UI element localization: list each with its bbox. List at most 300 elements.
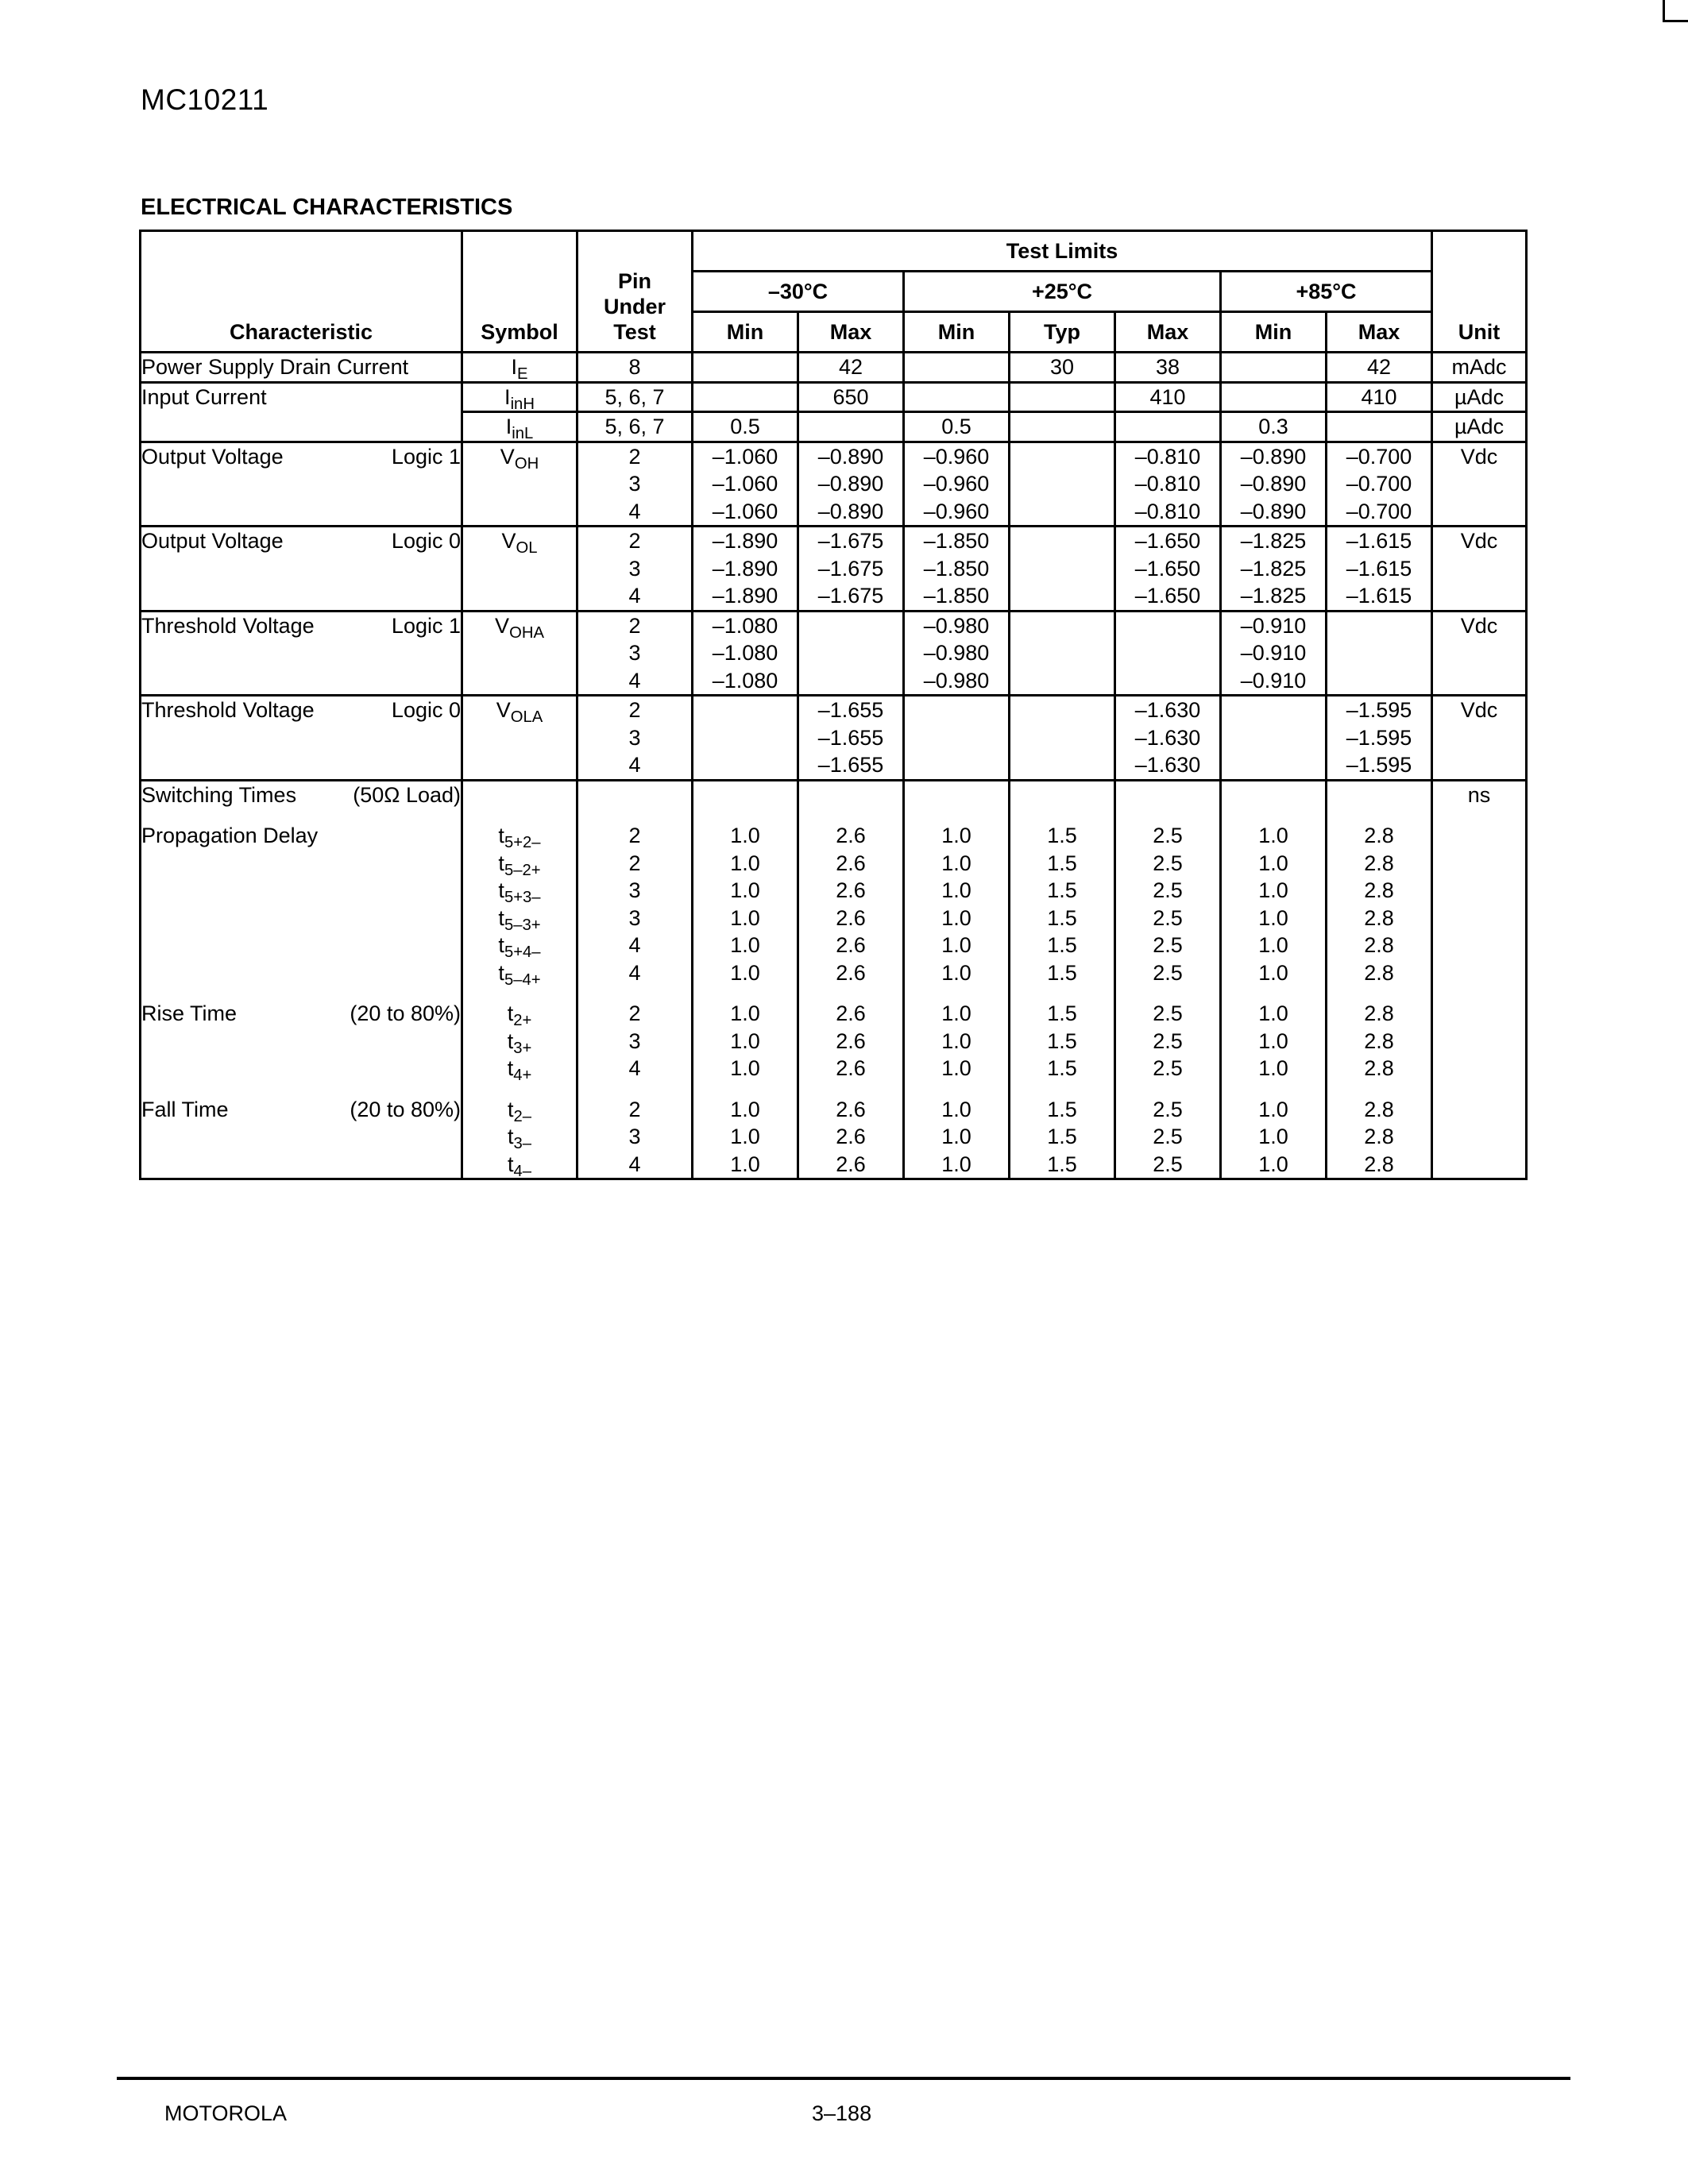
limit-value: 2.6: [836, 1152, 866, 1176]
spacer: [1327, 1082, 1431, 1096]
limit-value: –1.080: [712, 668, 778, 693]
value-cell: [1221, 382, 1327, 412]
table-row-iinh: [141, 382, 1527, 412]
symbol-subscript: 3+: [513, 1039, 532, 1057]
spacer: [799, 986, 902, 1000]
value-cell: [1327, 382, 1432, 412]
spacer: [141, 986, 461, 1000]
footer-brand: MOTOROLA: [164, 2101, 288, 2125]
characteristic-condition: Logic 1: [391, 444, 461, 469]
footer-rule: [117, 2077, 1570, 2080]
header-sub-min: Min: [904, 312, 1010, 353]
limit-value: 1.0: [730, 1028, 760, 1053]
symbol-main: t: [507, 1001, 514, 1025]
spacer: [1010, 808, 1114, 822]
limit-value: –1.595: [1346, 753, 1412, 777]
symbol-subscript: 4+: [513, 1067, 532, 1085]
limit-value: 2.6: [836, 878, 866, 902]
characteristic-cell: [141, 353, 462, 383]
limit-value: –0.700: [1346, 499, 1412, 523]
pin-value: 4: [628, 1056, 641, 1080]
characteristic-condition: (20 to 80%): [350, 1097, 461, 1121]
limit-value: [693, 696, 797, 724]
pin-cell: [577, 527, 693, 612]
limit-value: –1.850: [923, 584, 990, 608]
symbol-main: t: [507, 1097, 514, 1121]
value-cell: [1327, 412, 1432, 442]
spacer: [1222, 808, 1325, 822]
value-cell: [693, 780, 798, 1179]
pin-value: 2: [628, 824, 641, 847]
limit-value: [1222, 724, 1325, 752]
limit-value: [693, 353, 797, 381]
limit-value: 2.8: [1364, 1125, 1394, 1148]
value-cell: [693, 611, 798, 696]
spacer: [693, 1082, 797, 1096]
limit-value: –0.700: [1346, 444, 1412, 469]
symbol: [463, 612, 576, 640]
spacer: [1222, 781, 1325, 809]
symbol-main: t: [498, 851, 504, 875]
value-cell: [1115, 527, 1221, 612]
characteristic-condition: (20 to 80%): [350, 1001, 461, 1025]
limit-value: –0.890: [817, 472, 884, 496]
limit-value: 2.6: [836, 905, 866, 930]
spacer: [799, 781, 902, 809]
symbol-main: t: [507, 1125, 514, 1148]
value-cell: [1221, 527, 1327, 612]
symbol: [463, 696, 576, 727]
spacer: [693, 986, 797, 1000]
unit-cell: Vdc: [1432, 527, 1527, 612]
value-cell: [1115, 611, 1221, 696]
limit-value: 1.5: [1047, 1028, 1077, 1053]
value-cell: [904, 442, 1010, 527]
limit-value: [799, 612, 902, 640]
limit-value: –1.615: [1346, 556, 1412, 581]
pin-value: 4: [628, 584, 641, 608]
symbol-main: V: [496, 698, 511, 722]
characteristic-cell: [141, 382, 462, 412]
spacer: [1327, 986, 1431, 1000]
limit-value: 410: [1149, 384, 1186, 409]
limit-value: –1.655: [817, 698, 884, 722]
limit-value: –1.630: [1134, 698, 1201, 722]
limit-value: [905, 751, 1008, 779]
pin-value: 3: [628, 1125, 641, 1148]
header-sub-max: Max: [1115, 312, 1221, 353]
limit-value: [1327, 612, 1431, 640]
pin-value: 4: [628, 753, 641, 777]
switching-group-label: [141, 1000, 461, 1028]
limit-value: –1.595: [1346, 698, 1412, 722]
limit-value: –1.060: [712, 499, 778, 523]
pin-value: 4: [628, 1152, 641, 1176]
value-cell: [1221, 353, 1327, 383]
limit-value: 1.0: [730, 1001, 760, 1025]
limit-value: 1.5: [1047, 878, 1077, 902]
symbol: [463, 413, 576, 441]
symbol-main: I: [504, 384, 511, 409]
characteristic-label: [141, 612, 461, 640]
limit-value: 1.0: [941, 1097, 971, 1121]
switching-group-label: [141, 1096, 461, 1124]
symbol: [463, 527, 576, 558]
header-sub-max: Max: [798, 312, 904, 353]
limit-value: [1116, 639, 1219, 667]
limit-value: 2.8: [1364, 960, 1394, 985]
limit-value: 1.5: [1047, 960, 1077, 985]
limit-value: –0.910: [1240, 613, 1307, 638]
limit-value: –0.890: [1240, 472, 1307, 496]
limit-value: [905, 384, 1008, 411]
spacer: [578, 808, 691, 822]
limit-value: 1.0: [941, 851, 971, 875]
symbol-main: t: [498, 824, 504, 847]
limit-value: –1.850: [923, 529, 990, 553]
value-cell: [1010, 527, 1115, 612]
table-row-switching-times: [141, 780, 1527, 1179]
value-cell: [1010, 442, 1115, 527]
characteristic-cell: [141, 780, 462, 1179]
limit-value: 2.6: [836, 1056, 866, 1080]
pin-value: 2: [628, 698, 641, 722]
symbol-subscript: inH: [510, 395, 535, 413]
pin-cell: [577, 780, 693, 1179]
value-cell: [798, 527, 904, 612]
limit-value: 1.0: [730, 1097, 760, 1121]
spacer: [1010, 1082, 1114, 1096]
limit-value: 2.6: [836, 1097, 866, 1121]
symbol: [463, 1055, 576, 1085]
limit-value: 410: [1361, 384, 1397, 409]
value-cell: [904, 527, 1010, 612]
symbol-main: t: [507, 1152, 514, 1176]
characteristic-cell: [141, 611, 462, 696]
switching-times-title: [141, 781, 461, 809]
limit-value: 38: [1155, 355, 1180, 379]
header-sub-min: Min: [1221, 312, 1327, 353]
limit-value: 1.5: [1047, 1125, 1077, 1148]
electrical-characteristics-table: [139, 230, 1528, 1180]
table-header: [141, 231, 1527, 353]
limit-value: 1.0: [941, 1001, 971, 1025]
limit-value: 1.0: [1258, 851, 1288, 875]
limit-value: 2.8: [1364, 878, 1394, 902]
spacer: [1327, 781, 1431, 809]
symbol-subscript: 5+3–: [504, 889, 541, 907]
symbol: [463, 1000, 576, 1028]
symbol-cell: [462, 442, 577, 527]
table-row-iinl: [141, 412, 1527, 442]
spacer: [1116, 781, 1219, 809]
symbol-cell: [462, 611, 577, 696]
pin-value: 3: [628, 878, 641, 902]
table-row-vol: [141, 527, 1527, 612]
value-cell: [904, 780, 1010, 1179]
characteristic-cell: [141, 527, 462, 612]
unit-cell: µAdc: [1432, 382, 1527, 412]
pin-value: 3: [628, 472, 641, 496]
limit-value: –0.890: [1240, 444, 1307, 469]
table-row-voha: [141, 611, 1527, 696]
limit-value: 1.0: [1258, 1028, 1288, 1053]
symbol-subscript: 5–2+: [504, 861, 541, 879]
value-cell: [1327, 611, 1432, 696]
limit-value: [1116, 413, 1219, 441]
value-cell: [1327, 527, 1432, 612]
limit-value: [693, 384, 797, 411]
limit-value: 1.0: [941, 1028, 971, 1053]
limit-value: [1010, 582, 1114, 610]
spacer: [905, 808, 1008, 822]
pin-cell: [577, 382, 693, 412]
value-cell: [1327, 696, 1432, 781]
limit-value: [1010, 751, 1114, 779]
switching-group-label: [141, 822, 461, 850]
value-cell: [1221, 696, 1327, 781]
limit-value: –0.910: [1240, 641, 1307, 665]
limit-value: 650: [832, 384, 869, 409]
limit-value: –1.630: [1134, 725, 1201, 750]
limit-value: 2.5: [1153, 878, 1183, 902]
spacer: [141, 1055, 461, 1082]
limit-value: –1.890: [712, 529, 778, 553]
symbol: [463, 959, 576, 987]
symbol: [463, 905, 576, 932]
limit-value: 1.0: [941, 960, 971, 985]
limit-value: 42: [1366, 355, 1392, 379]
pin-value: 2: [628, 444, 641, 469]
value-cell: [1327, 442, 1432, 527]
symbol-subscript: OHA: [509, 623, 544, 642]
symbol-main: I: [505, 415, 512, 438]
characteristic-condition: (50Ω Load): [353, 782, 461, 807]
symbol-cell: [462, 412, 577, 442]
header-sub-max: Max: [1327, 312, 1432, 353]
symbol: [463, 822, 576, 850]
characteristic-condition: Logic 0: [391, 698, 461, 722]
limit-value: 1.0: [1258, 1056, 1288, 1080]
symbol-cell: [462, 382, 577, 412]
limit-value: 1.0: [941, 1056, 971, 1080]
value-cell: [693, 442, 798, 527]
symbol-main: I: [511, 355, 517, 379]
limit-value: 1.0: [730, 851, 760, 875]
characteristic-condition: Logic 0: [391, 529, 461, 553]
value-cell: [693, 353, 798, 383]
limit-value: [905, 353, 1008, 381]
limit-value: 2.8: [1364, 851, 1394, 875]
limit-value: 1.0: [730, 933, 760, 957]
value-cell: [1221, 780, 1327, 1179]
table-row-power: [141, 353, 1527, 383]
spacer: [141, 1028, 461, 1055]
limit-value: 1.0: [1258, 905, 1288, 930]
symbol-cell: [462, 353, 577, 383]
value-cell: [1221, 611, 1327, 696]
limit-value: 2.5: [1153, 824, 1183, 847]
header-pin-line3: Test: [613, 320, 656, 344]
spacer: [799, 808, 902, 822]
limit-value: –1.890: [712, 556, 778, 581]
spacer: [1010, 986, 1114, 1000]
limit-value: –1.825: [1240, 556, 1307, 581]
value-cell: [1115, 412, 1221, 442]
symbol: [463, 877, 576, 905]
symbol: [463, 932, 576, 962]
symbol-subscript: 4–: [513, 1162, 532, 1180]
symbol: [463, 1028, 576, 1055]
limit-value: 2.8: [1364, 1001, 1394, 1025]
characteristic-cell: [141, 442, 462, 527]
value-cell: [1115, 780, 1221, 1179]
limit-value: –0.810: [1134, 444, 1201, 469]
limit-value: [799, 667, 902, 695]
spacer: [141, 932, 461, 959]
symbol-subscript: 2–: [513, 1107, 532, 1125]
header-sub-min: Min: [693, 312, 798, 353]
limit-value: 2.5: [1153, 1028, 1183, 1053]
symbol-main: V: [500, 444, 515, 469]
header-temp-minus30: –30°C: [693, 272, 904, 312]
value-cell: [693, 696, 798, 781]
section-title: ELECTRICAL CHARACTERISTICS: [141, 195, 513, 220]
limit-value: [693, 751, 797, 779]
spacer: [1116, 986, 1219, 1000]
limit-value: –0.890: [817, 499, 884, 523]
limit-value: 2.5: [1153, 960, 1183, 985]
limit-value: –1.615: [1346, 529, 1412, 553]
header-symbol: Symbol: [462, 231, 577, 353]
limit-value: 1.0: [1258, 933, 1288, 957]
characteristic-text: Power Supply Drain Current: [141, 355, 409, 379]
value-cell: [1221, 442, 1327, 527]
limit-value: 0.5: [941, 415, 971, 438]
spacer: [463, 781, 576, 809]
limit-value: [799, 639, 902, 667]
characteristic-text: Output Voltage: [141, 444, 284, 469]
header-pin-line2: Under: [603, 295, 666, 318]
spacer: [463, 808, 576, 822]
limit-value: 2.6: [836, 1125, 866, 1148]
table-row-voh: [141, 442, 1527, 527]
value-cell: [693, 412, 798, 442]
pin-cell: [577, 696, 693, 781]
limit-value: –1.080: [712, 641, 778, 665]
pin-value: 2: [628, 613, 641, 638]
table-body: [141, 353, 1527, 1179]
symbol-subscript: 3–: [513, 1135, 532, 1153]
limit-value: [1010, 667, 1114, 695]
spacer: [905, 781, 1008, 809]
limit-value: 1.5: [1047, 824, 1077, 847]
limit-value: 1.0: [730, 1125, 760, 1148]
value-cell: [904, 353, 1010, 383]
characteristic-text: Threshold Voltage: [141, 613, 315, 638]
limit-value: 1.5: [1047, 851, 1077, 875]
limit-value: –0.890: [817, 444, 884, 469]
header-pin-line1: Pin: [617, 269, 651, 293]
pin-cell: [577, 611, 693, 696]
limit-value: –1.675: [817, 584, 884, 608]
value-cell: [1115, 382, 1221, 412]
symbol: [463, 850, 576, 878]
limit-value: –0.700: [1346, 472, 1412, 496]
spacer: [1222, 1082, 1325, 1096]
limit-value: 1.0: [941, 905, 971, 930]
pin-value: 4: [628, 960, 641, 985]
header-temp-plus25: +25°C: [904, 272, 1221, 312]
limit-value: 1.0: [941, 1152, 971, 1176]
spacer: [1116, 808, 1219, 822]
unit-cell: ns: [1432, 780, 1527, 1179]
symbol: [463, 443, 576, 471]
limit-value: –1.650: [1134, 529, 1201, 553]
symbol-subscript: E: [517, 365, 528, 384]
header-sub-typ: Typ: [1010, 312, 1115, 353]
limit-value: 2.5: [1153, 1056, 1183, 1080]
unit-cell: Vdc: [1432, 611, 1527, 696]
symbol-cell: [462, 780, 577, 1179]
limit-value: 2.6: [836, 851, 866, 875]
characteristic-text: Propagation Delay: [141, 824, 319, 847]
characteristic-text: Output Voltage: [141, 529, 284, 553]
limit-value: –1.615: [1346, 584, 1412, 608]
spacer: [578, 986, 691, 1000]
limit-value: 2.5: [1153, 905, 1183, 930]
limit-value: 1.0: [1258, 1001, 1288, 1025]
limit-value: [1327, 667, 1431, 695]
limit-value: 2.8: [1364, 1028, 1394, 1053]
spacer: [905, 1082, 1008, 1096]
characteristic-label: [141, 353, 461, 381]
value-cell: [798, 611, 904, 696]
symbol-subscript: 5+4–: [504, 943, 541, 962]
pin-value: 4: [628, 668, 641, 693]
limit-value: [905, 696, 1008, 724]
characteristic-text: Rise Time: [141, 1001, 238, 1025]
symbol-subscript: 5+2–: [504, 834, 541, 852]
limit-value: 2.8: [1364, 933, 1394, 957]
symbol-subscript: OL: [516, 539, 538, 558]
limit-value: 2.8: [1364, 905, 1394, 930]
characteristic-cell: [141, 696, 462, 781]
pin-value: 2: [628, 529, 641, 553]
symbol: [463, 1123, 576, 1151]
characteristic-text: Fall Time: [141, 1097, 229, 1121]
symbol-subscript: 2+: [513, 1012, 532, 1030]
spacer: [905, 986, 1008, 1000]
limit-value: 0.5: [730, 415, 760, 438]
limit-value: –0.910: [1240, 668, 1307, 693]
limit-value: 1.5: [1047, 1001, 1077, 1025]
pin-cell: [577, 353, 693, 383]
limit-value: –0.810: [1134, 499, 1201, 523]
limit-value: 2.5: [1153, 1001, 1183, 1025]
limit-value: 1.0: [730, 1056, 760, 1080]
value-cell: [904, 412, 1010, 442]
limit-value: [1010, 413, 1114, 441]
value-cell: [1010, 611, 1115, 696]
pin-value: 4: [628, 499, 641, 523]
limit-value: –1.060: [712, 444, 778, 469]
pin-value: 2: [628, 1097, 641, 1121]
value-cell: [1010, 696, 1115, 781]
limit-value: 1.0: [730, 824, 760, 847]
limit-value: 2.8: [1364, 824, 1394, 847]
pin-value: 5, 6, 7: [605, 415, 665, 438]
